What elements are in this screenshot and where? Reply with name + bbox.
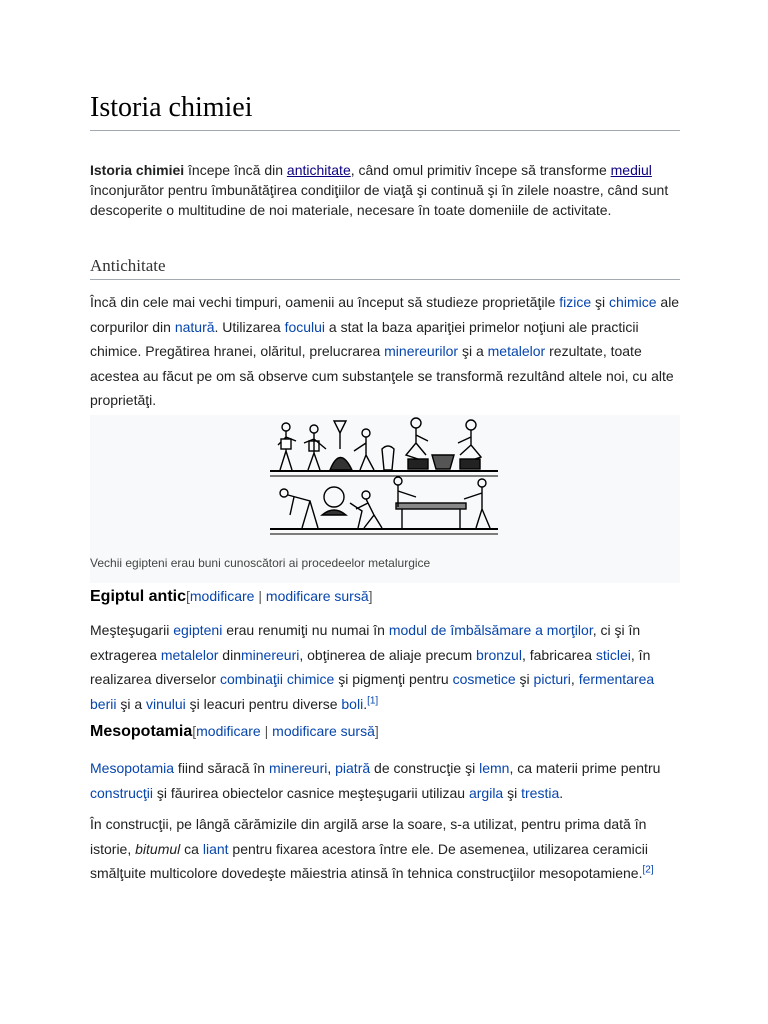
text: şi leacuri pentru diverse	[185, 695, 342, 712]
link-minereuri[interactable]: minereuri	[241, 646, 300, 663]
separator: |	[260, 723, 273, 739]
link-fermentarea-berii[interactable]: fermentarea berii	[90, 671, 655, 712]
edit-source-link[interactable]: modificare sursă	[272, 723, 375, 739]
link-picturi[interactable]: picturi	[533, 671, 571, 687]
section-heading-egiptul-antic	[90, 585, 680, 608]
text: şi	[503, 784, 522, 801]
link-trestia[interactable]: trestia	[521, 784, 560, 801]
bracket: ]	[368, 588, 373, 604]
link-bronzul[interactable]: bronzul	[476, 646, 522, 663]
link-natura[interactable]: natură	[174, 318, 215, 335]
text: înconjurător pentru îmbunătăţirea condiţiilor de viaţă şi continuă şi în zilele noastre, când sunt descoperite o multitudine de noi materiale, necesare în toate domeniile de activitate.	[90, 182, 669, 218]
text: , ca materii prime pentru	[509, 760, 661, 776]
reference-1[interactable]: [1]	[367, 694, 379, 706]
figure-caption: Vechii egipteni erau buni cunoscători ai procedeelor metalurgice	[90, 556, 431, 570]
edit-link[interactable]: modificare	[189, 588, 255, 604]
mesopotamia-paragraph-2	[90, 812, 680, 886]
text: ale corpurilor din	[90, 294, 680, 335]
bracket: [	[186, 588, 190, 604]
edit-source-link[interactable]: modificare sursă	[265, 588, 369, 604]
text: de construcţie şi	[370, 760, 480, 776]
text: Încă din cele mai vechi timpuri, oamenii au început să studieze proprietăţile	[90, 294, 560, 310]
text: În construcţii, pe lângă cărămizile din argilă arse la soare, s-a utilizat, pentru prima dată în istorie,	[90, 816, 647, 857]
heading-text: Egiptul antic	[90, 588, 186, 605]
antichitate-paragraph	[90, 290, 680, 413]
section-heading-antichitate: Antichitate	[90, 254, 680, 280]
link-combinatii-chimice[interactable]: combinaţii chimice	[219, 671, 335, 687]
text: erau renumiţi nu numai în	[222, 622, 389, 638]
link-metalelor[interactable]: metalelor	[160, 646, 219, 663]
link-metalelor[interactable]: metalelor	[487, 343, 546, 359]
text: pentru fixarea acestora între ele. De asemenea, utilizarea ceramicii smălţuite multicolore dovedeşte măiestria atinsă în tehnica construcţiilor mesopotamiene.	[90, 840, 648, 881]
text: începe încă din	[184, 162, 287, 178]
text: ,	[570, 671, 579, 687]
text: fiind săracă în	[174, 760, 269, 776]
heading-text: Mesopotamia	[90, 723, 193, 740]
link-chimice[interactable]: chimice	[609, 294, 657, 310]
link-mediul[interactable]: mediul	[610, 162, 652, 178]
link-lemn[interactable]: lemn	[479, 760, 510, 776]
text: şi pigmenţi pentru	[334, 671, 453, 687]
link-cosmetice[interactable]: cosmetice	[452, 671, 516, 687]
link-egipteni[interactable]: egipteni	[173, 622, 223, 638]
bracket: [	[192, 723, 197, 739]
link-mesopotamia[interactable]: Mesopotamia	[90, 760, 175, 776]
link-minereurilor[interactable]: minereurilor	[384, 343, 459, 359]
text: Meşteşugarii	[90, 622, 174, 638]
link-fizice[interactable]: fizice	[559, 294, 592, 310]
text: ,	[327, 760, 336, 776]
text: , ci şi în extragerea	[90, 622, 641, 663]
text: şi făurirea obiectelor casnice meşteşugarii utilizau	[153, 784, 469, 801]
link-boli[interactable]: boli	[341, 695, 364, 712]
link-liant[interactable]: liant	[202, 840, 229, 857]
text: .	[363, 695, 368, 712]
text: ca	[180, 840, 203, 857]
bracket: ]	[374, 723, 379, 739]
figure	[90, 415, 680, 583]
section-heading-mesopotamia	[90, 720, 680, 743]
egyptian-metalworkers-illustration	[266, 415, 502, 537]
link-focului[interactable]: focului	[284, 318, 326, 335]
link-vinului[interactable]: vinului	[146, 695, 186, 712]
link-constructii[interactable]: construcţii	[90, 784, 154, 801]
mesopotamia-paragraph-1	[90, 756, 680, 805]
text: şi a	[116, 695, 147, 712]
text: , obţinerea de aliaje precum	[299, 646, 477, 663]
link-imbalsamare[interactable]: modul de îmbălsămare a morţilor	[388, 622, 593, 638]
link-minereuri[interactable]: minereuri	[268, 760, 328, 776]
egiptul-antic-paragraph	[90, 618, 680, 716]
page-title: Istoria chimiei	[90, 88, 680, 131]
edit-links	[192, 723, 379, 739]
reference-2[interactable]: [2]	[642, 864, 654, 876]
link-argila[interactable]: argila	[468, 784, 504, 801]
text: rezultate, toate acestea au făcut pe om să observe cum substanţele se transformă rezultând altele noi, cu alte proprietăţi.	[90, 343, 674, 408]
text: , când omul primitiv începe să transforme	[350, 162, 611, 178]
intro-paragraph	[90, 160, 680, 220]
text: , în realizarea diverselor	[90, 646, 651, 687]
text: a stat la baza apariţiei primelor noţiuni ale practicii chimice. Pregătirea hranei, olăritul, prelucrarea	[90, 318, 639, 359]
emphasis-bitumul: bitumul	[135, 840, 181, 857]
link-sticlei[interactable]: sticlei	[595, 646, 631, 663]
link-antichitate[interactable]: antichitate	[286, 162, 351, 178]
text: din	[218, 646, 241, 663]
text: şi	[515, 671, 534, 687]
separator: |	[254, 588, 266, 604]
intro-bold-term: Istoria chimiei	[90, 162, 185, 178]
edit-link[interactable]: modificare	[196, 723, 261, 739]
text: .	[559, 784, 564, 801]
text: şi a	[458, 343, 488, 359]
link-piatra[interactable]: piatră	[335, 760, 371, 776]
edit-links	[186, 588, 373, 604]
text: , fabricarea	[521, 646, 596, 663]
text: . Utilizarea	[214, 318, 285, 335]
text: şi	[591, 294, 610, 310]
